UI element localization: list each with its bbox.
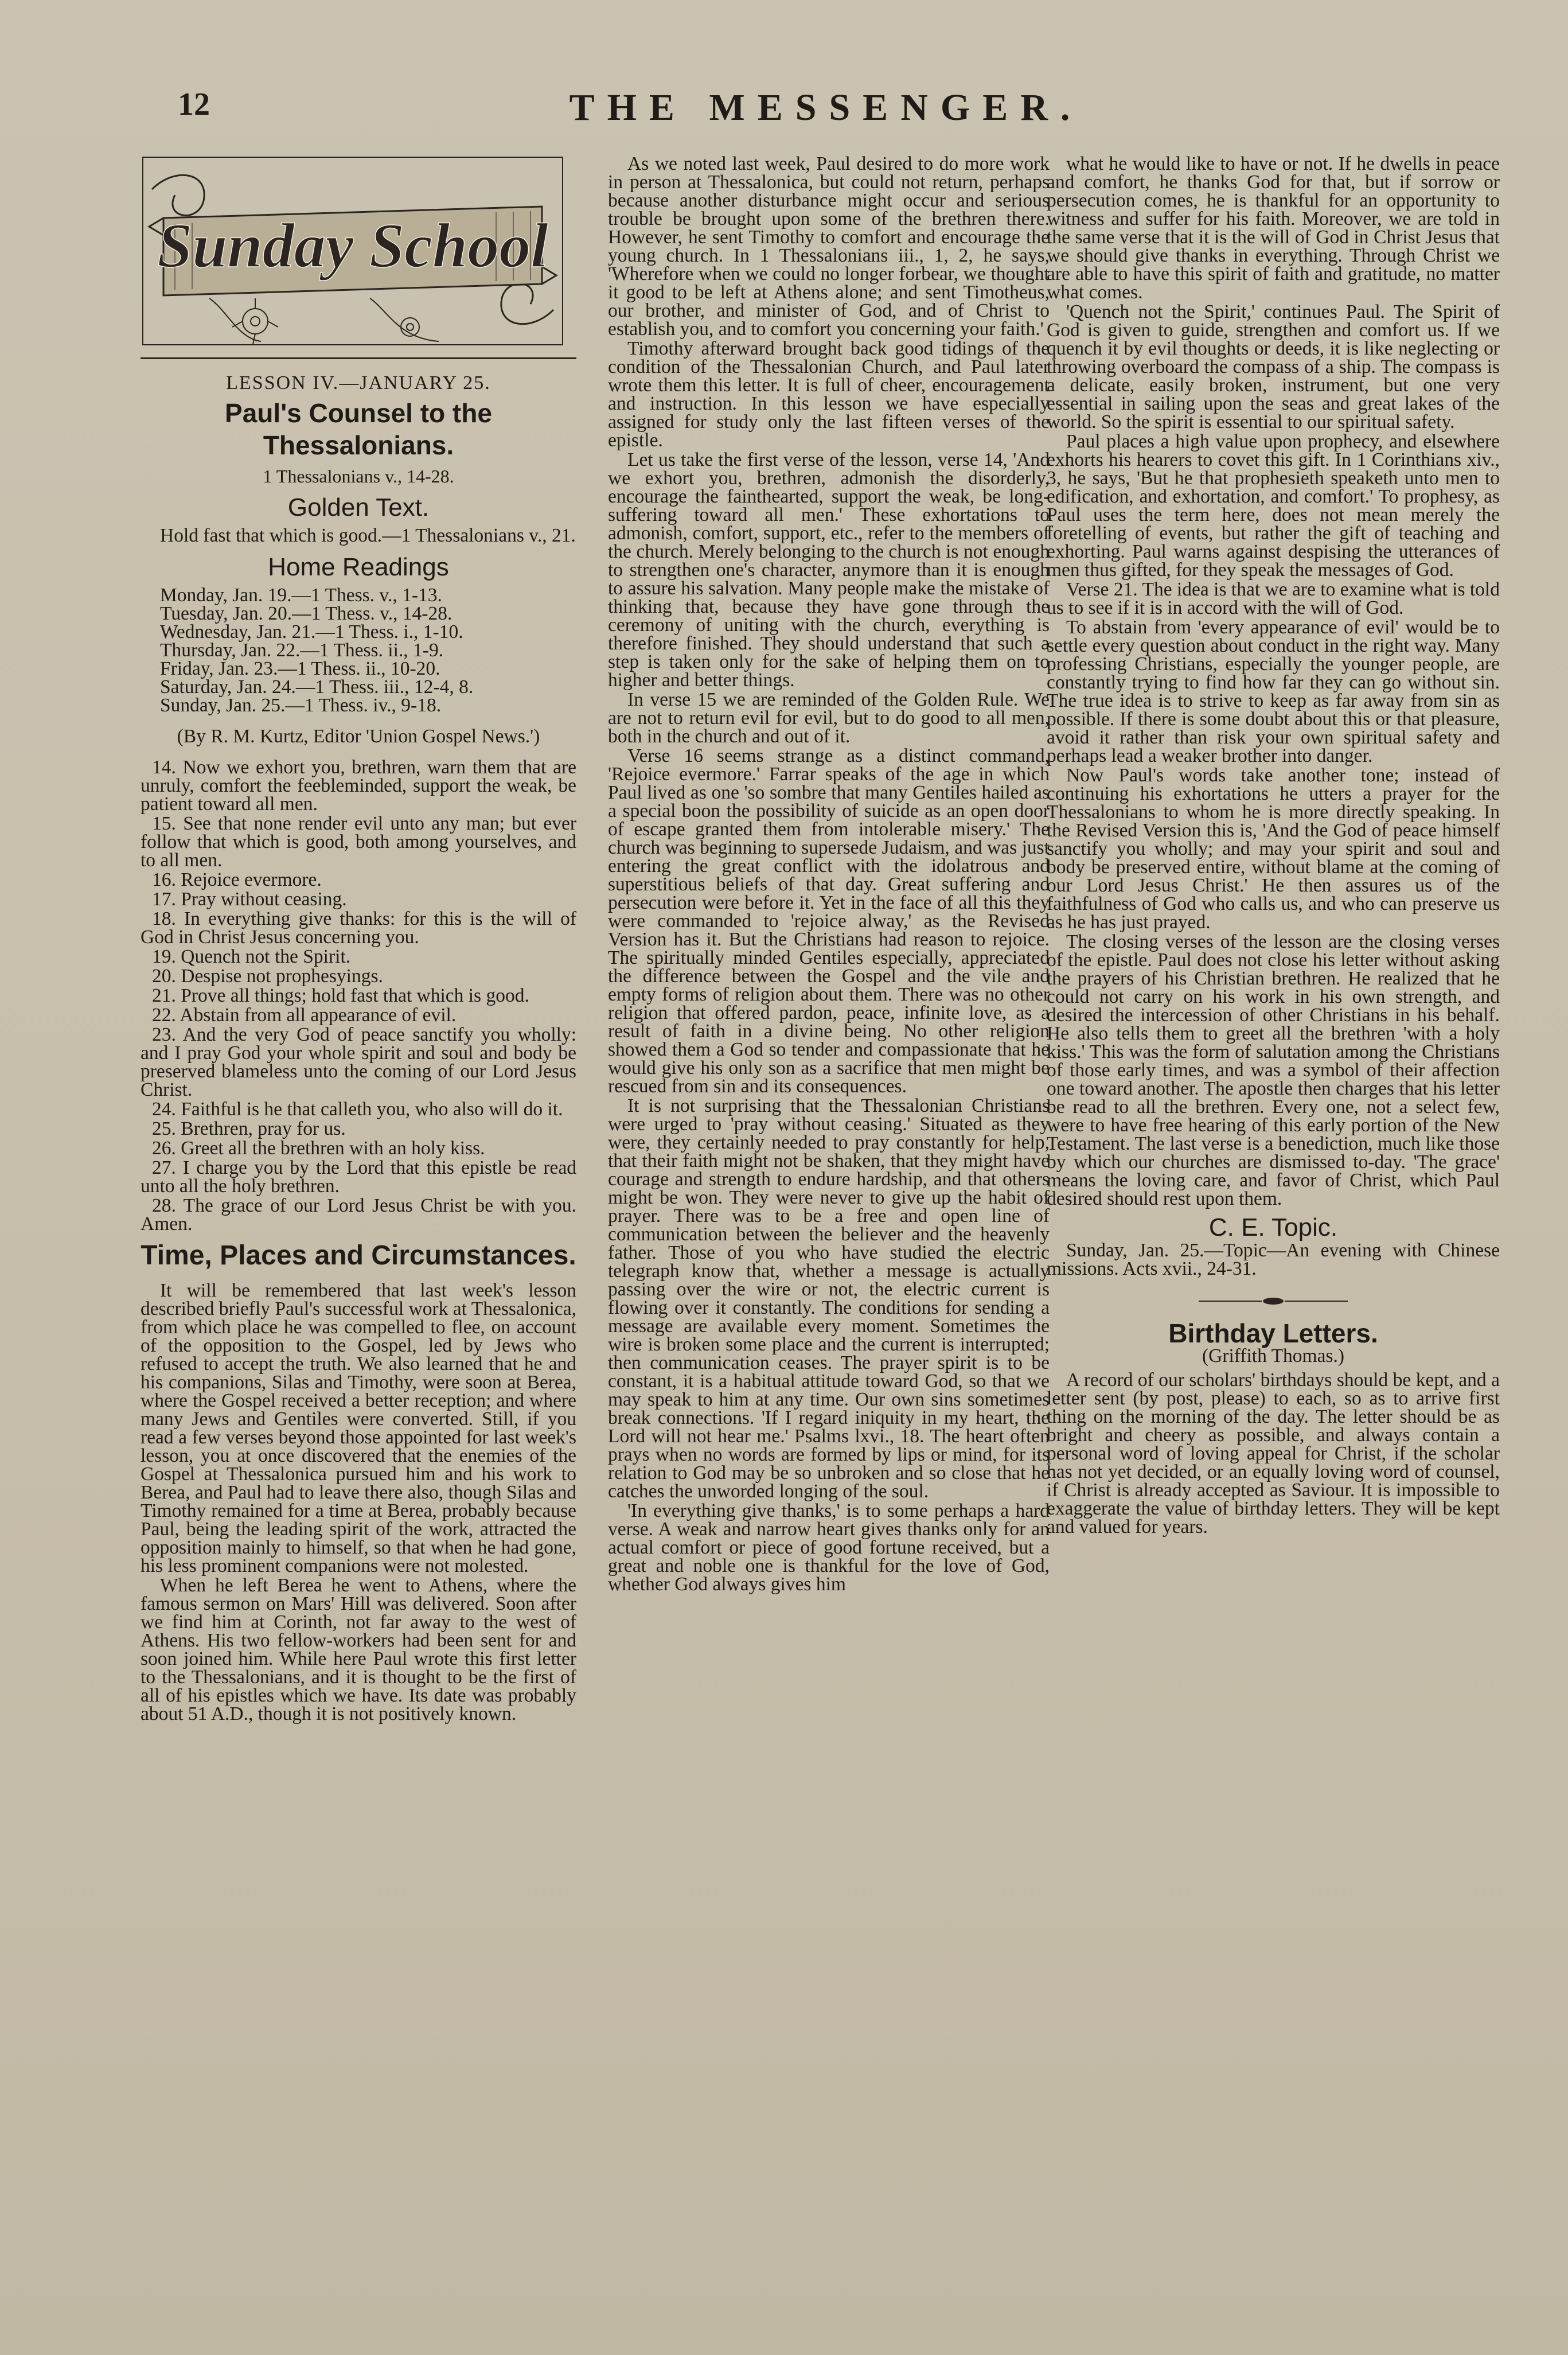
sunday-school-logo (141, 155, 565, 347)
column-2 (608, 155, 1050, 2255)
commentary-paragraph: To abstain from 'every appearance of evil' would be to settle every question about conduct in the right way. Many professing Christians, especially the younger people, are constantly trying to find how far they can go without sin. The true idea is to strive to keep as far away from sin as possible. If there is some doubt about this or that pleasure, avoid it rather than risk your own spiritual safety and perhaps lead a weaker brother into danger. (1047, 617, 1500, 766)
commentary-paragraph: The closing verses of the lesson are the closing verses of the epistle. Paul does not close his letter without asking the prayers of his Christian brethren. He realized that he could not carry on his work in his own strength, and desired the intercession of other Christians in his behalf. He also tells them to greet all the brethren 'with a holy kiss.' This was the form of salutation among the Christians of those early times, and was a symbol of their affection one toward another. The apostle then charges that his letter be read to all the brethren. Every one, not a select few, were to have free hearing of this early portion of the New Testament. The last verse is a benediction, much like those by which our churches are dismissed to-day. 'The grace' means the loving care, and favor of Christ, which Paul desired should rest upon them. (1047, 931, 1500, 1209)
lesson-reference: 1 Thessalonians v., 14-28. (263, 466, 454, 486)
byline: (By R. M. Kurtz, Editor 'Union Gospel News.') (177, 726, 540, 747)
column-3 (1047, 155, 1500, 2255)
verse: 28. The grace of our Lord Jesus Christ be with you. Amen. (141, 1195, 576, 1235)
home-readings-list (141, 586, 576, 715)
time-places-paragraph: It will be remembered that last week's lesson described briefly Paul's successful work at Thessalonica, from which place he was compelled to flee, on account of the opposition to the Gospel, led by Jews who refused to accept the truth. We also learned that he and his companions, Silas and Timothy, were soon at Berea, where the Gospel received a better reception; and where many Jews and Gentiles were converted. Still, if you read a few verses beyond those appointed for last week's lesson, you at once discovered that the enemies of the Gospel at Thessalonica pursued him and his work to Berea, and Paul had to leave there also, though Silas and Timothy remained for a time at Berea, probably because Paul, being the leading spirit of the work, attracted the opposition mainly to himself, so that when he had gone, his less prominent companions were not molested. (141, 1280, 576, 1577)
page-number: 12 (178, 87, 210, 122)
commentary-paragraph: In verse 15 we are reminded of the Golden Rule. We are not to return evil for evil, but to do good to all men, both in the church and out of it. (608, 689, 1050, 747)
logo-rule (141, 357, 576, 359)
commentary-paragraph: It is not surprising that the Thessalonian Christians were urged to 'pray without ceasing.' Situated as they were, they certainly needed to pray constantly for help, that their faith might not be shaken, that they might have courage and strength to endure hardship, and that others might be won. They were never to give up the habit of prayer. There was to be a free and open line of communication between the believer and the heavenly father. Those of you who have studied the electric telegraph know that, whether a message is actually passing over the wire or not, the electric current is flowing over it constantly. The conditions for sending a message are available every moment. Sometimes the wire is broken some place and the current is interrupted; then communication ceases. The prayer spirit is to be constant, it is a habitual attitude toward God, so that we may speak to him at any time. Our own sins sometimes break connections. 'If I regard iniquity in my heart, the Lord will not hear me.' Psalms lxvi., 18. The heart often prays when no words are formed by lips or mind, for its relation to God may be so unbroken and so close that he catches the unworded longing of the soul. (608, 1095, 1050, 1502)
verse: 15. See that none render evil unto any man; but ever follow that which is good, both among yourselves, and to all men. (141, 813, 576, 871)
birthday-letters-heading: Birthday Letters. (1168, 1318, 1378, 1348)
verse: 19. Quench not the Spirit. (152, 946, 351, 967)
verse: 21. Prove all things; hold fast that which is good. (152, 985, 529, 1006)
sunday-school-banner-icon (141, 155, 565, 347)
commentary-paragraph: what he would like to have or not. If he dwells in peace and comfort, he thanks God for that, but if sorrow or persecution comes, he is thankful for an opportunity to witness and suffer for his faith. Moreover, we are told in the same verse that it is the will of God in Christ Jesus that we should give thanks in everything. Through Christ we are able to have this spirit of faith and gratitude, no matter what comes. (1047, 155, 1500, 303)
verse: 16. Rejoice evermore. (152, 869, 322, 890)
commentary-paragraph: As we noted last week, Paul desired to do more work in person at Thessalonica, but could not return, perhaps because another disturbance might occur and serious trouble be brought upon some of the brethren there. However, he sent Timothy to comfort and encourage the young church. In 1 Thessalonians iii., 1, 2, he says, 'Wherefore when we could no longer forbear, we thought it good to be left at Athens alone; and sent Timotheus, our brother, and minister of God, and of Christ to establish you, and to comfort you concerning your faith.' (608, 155, 1050, 340)
commentary-paragraph: 'In everything give thanks,' is to some perhaps a hard verse. A weak and narrow heart gives thanks only for an actual comfort or piece of good fortune received, but a great and noble one is thankful for the love of God, whether God always gives him (608, 1500, 1050, 1595)
time-places-heading: Time, Places and Circumstances. (141, 1240, 576, 1271)
reading-item: Thursday, Jan. 22.—1 Thess. ii., 1-9. (160, 640, 444, 661)
time-places-paragraph: When he left Berea he went to Athens, where the famous sermon on Mars' Hill was delivered. Soon after we find him at Corinth, not far away to the west of Athens. His two fellow-workers had been sent for and soon joined him. While here Paul wrote this first letter to the Thessalonians, and it is thought to be the first of all of his epistles which we have. Its date was probably about 51 A.D., though it is not positively known. (141, 1575, 576, 1725)
commentary-paragraph: Verse 21. The idea is that we are to examine what is told us to see if it is in accord with the will of God. (1047, 579, 1500, 618)
birthday-letters-author: (Griffith Thomas.) (1202, 1345, 1345, 1367)
reading-item: Monday, Jan. 19.—1 Thess. v., 1-13. (160, 585, 442, 606)
ce-topic-heading: C. E. Topic. (1208, 1213, 1338, 1241)
verse: 26. Greet all the brethren with an holy kiss. (152, 1138, 485, 1159)
logo-text: Sunday School (157, 211, 548, 281)
commentary-paragraph: Let us take the first verse of the lesson, verse 14, 'And we exhort you, brethren, admonish the disorderly, encourage the fainthearted, support the weak, be long-suffering toward all men.' These exhortations to admonish, comfort, support, etc., refer to the members of the church. Merely belonging to the church is not enough to strengthen one's character, anymore than it is enough to assure his salvation. Many people make the mistake of thinking that, because they have gone through the ceremony of uniting with the church, everything is therefore finished. They should understand that such a step is taken only for the sake of helping them on to higher and better things. (608, 449, 1050, 691)
verse: 22. Abstain from all appearance of evil. (152, 1005, 457, 1026)
verse: 20. Despise not prophesyings. (152, 966, 383, 987)
lesson-title: Paul's Counsel to the Thessalonians. (225, 398, 492, 460)
golden-text: Hold fast that which is good.—1 Thessalonians v., 21. (160, 525, 576, 546)
commentary-paragraph: 'Quench not the Spirit,' continues Paul. The Spirit of God is given to guide, strengthen and comfort us. If we quench it by evil thoughts or deeds, it is like neglecting or throwing overboard the compass of a ship. The compass is a delicate, easily broken, instrument, but one very essential in sailing upon the seas and great lakes of the world. So the spirit is essential to our spiritual safety. (1047, 301, 1500, 433)
divider-ornament-icon (1199, 1297, 1348, 1306)
reading-item: Friday, Jan. 23.—1 Thess. ii., 10-20. (160, 658, 440, 679)
home-readings-heading: Home Readings (268, 553, 449, 581)
verse: 24. Faithful is he that calleth you, who also will do it. (152, 1099, 563, 1120)
verse: 14. Now we exhort you, brethren, warn them that are unruly, comfort the feebleminded, support the weak, be patient toward all men. (141, 757, 576, 815)
reading-item: Sunday, Jan. 25.—1 Thess. iv., 9-18. (160, 695, 442, 716)
commentary-paragraph: Now Paul's words take another tone; instead of continuing his exhortations he utters a prayer for the Thessalonians to whom he is more directly speaking. In the Revised Version this is, 'And the God of peace himself sanctify you wholly; and may your spirit and soul and body be preserved entire, without blame at the coming of our Lord Jesus Christ.' He then assures us of the faithfulness of God who calls us, and who can preserve us as he has just prayed. (1047, 765, 1500, 933)
verse: 17. Pray without ceasing. (152, 889, 347, 910)
running-head (172, 86, 1480, 138)
verse: 23. And the very God of peace sanctify you wholly: and I pray God your whole spirit and soul and body be preserved blameless unto the coming of our Lord Jesus Christ. (141, 1024, 576, 1100)
birthday-letters-text: A record of our scholars' birthdays should be kept, and a letter sent (by post, please) to each, so as to arrive first thing on the morning of the day. The letter should be as bright and cheery as possible, and always contain a personal word of loving appeal for Christ, if the scholar has not yet decided, or an equally loving word of counsel, if Christ is already accepted as Saviour. It is impossible to exaggerate the value of birthday letters. They will be kept and valued for years. (1047, 1369, 1500, 1537)
scripture-verses (141, 758, 576, 1233)
reading-item: Saturday, Jan. 24.—1 Thess. iii., 12-4, 8. (160, 676, 474, 698)
reading-item: Tuesday, Jan. 20.—1 Thess. v., 14-28. (160, 603, 453, 624)
lesson-number: LESSON IV.—JANUARY 25. (226, 372, 491, 394)
commentary-paragraph: Verse 16 seems strange as a distinct command, 'Rejoice evermore.' Farrar speaks of the age in which Paul lived as one 'so sombre that many Gentiles hailed as a special boon the possibility of suicide as an open door of escape granted them from intolerable misery.' The church was beginning to supersede Judaism, and was just entering the great conflict with the idolatrous and superstitious beliefs of that day. Great suffering and persecution were before it. Yet in the face of all this they were commanded to 'rejoice alway,' as the Revised Version has it. But the Christians had reason to rejoice. The spiritually minded Gentiles especially, appreciated the difference between the Gospel and the vile and empty forms of religion about them. There was no other religion that offered pardon, peace, infinite love, as a result of faith in a divine being. No other religion showed them a God so tender and compassionate that he would give his only son as a sacrifice that men might be rescued from sin and its consequences. (608, 745, 1050, 1097)
column-1 (141, 155, 576, 2255)
verse: 27. I charge you by the Lord that this epistle be read unto all the holy brethren. (141, 1157, 576, 1197)
commentary-paragraph: Timothy afterward brought back good tidings of the condition of the Thessalonian Church, and Paul later wrote them this letter. It is full of cheer, encouragement and instruction. In this lesson we have especially assigned for study only the last fifteen verses of the epistle. (608, 338, 1050, 451)
verse: 25. Brethren, pray for us. (152, 1118, 346, 1139)
verse: 18. In everything give thanks: for this is the will of God in Christ Jesus concerning you. (141, 908, 576, 948)
golden-text-heading: Golden Text. (287, 493, 430, 521)
commentary-paragraph: Paul places a high value upon prophecy, and elsewhere exhorts his hearers to covet this gift. In 1 Corinthians xiv., 3, he says, 'But he that prophesieth speaketh unto men to edification, and exhortation, and comfort.' To prophesy, as Paul uses the term here, does not mean merely the foretelling of events, but rather the gift of teaching and exhorting. Paul warns against despising the utterances of men thus gifted, for they speak the messages of God. (1047, 431, 1500, 581)
ce-topic-text: Sunday, Jan. 25.—Topic—An evening with Chinese missions. Acts xvii., 24-31. (1047, 1240, 1500, 1279)
ornament-divider (1047, 1291, 1500, 1309)
reading-item: Wednesday, Jan. 21.—1 Thess. i., 1-10. (160, 621, 463, 643)
masthead: THE MESSENGER. (569, 87, 1083, 129)
